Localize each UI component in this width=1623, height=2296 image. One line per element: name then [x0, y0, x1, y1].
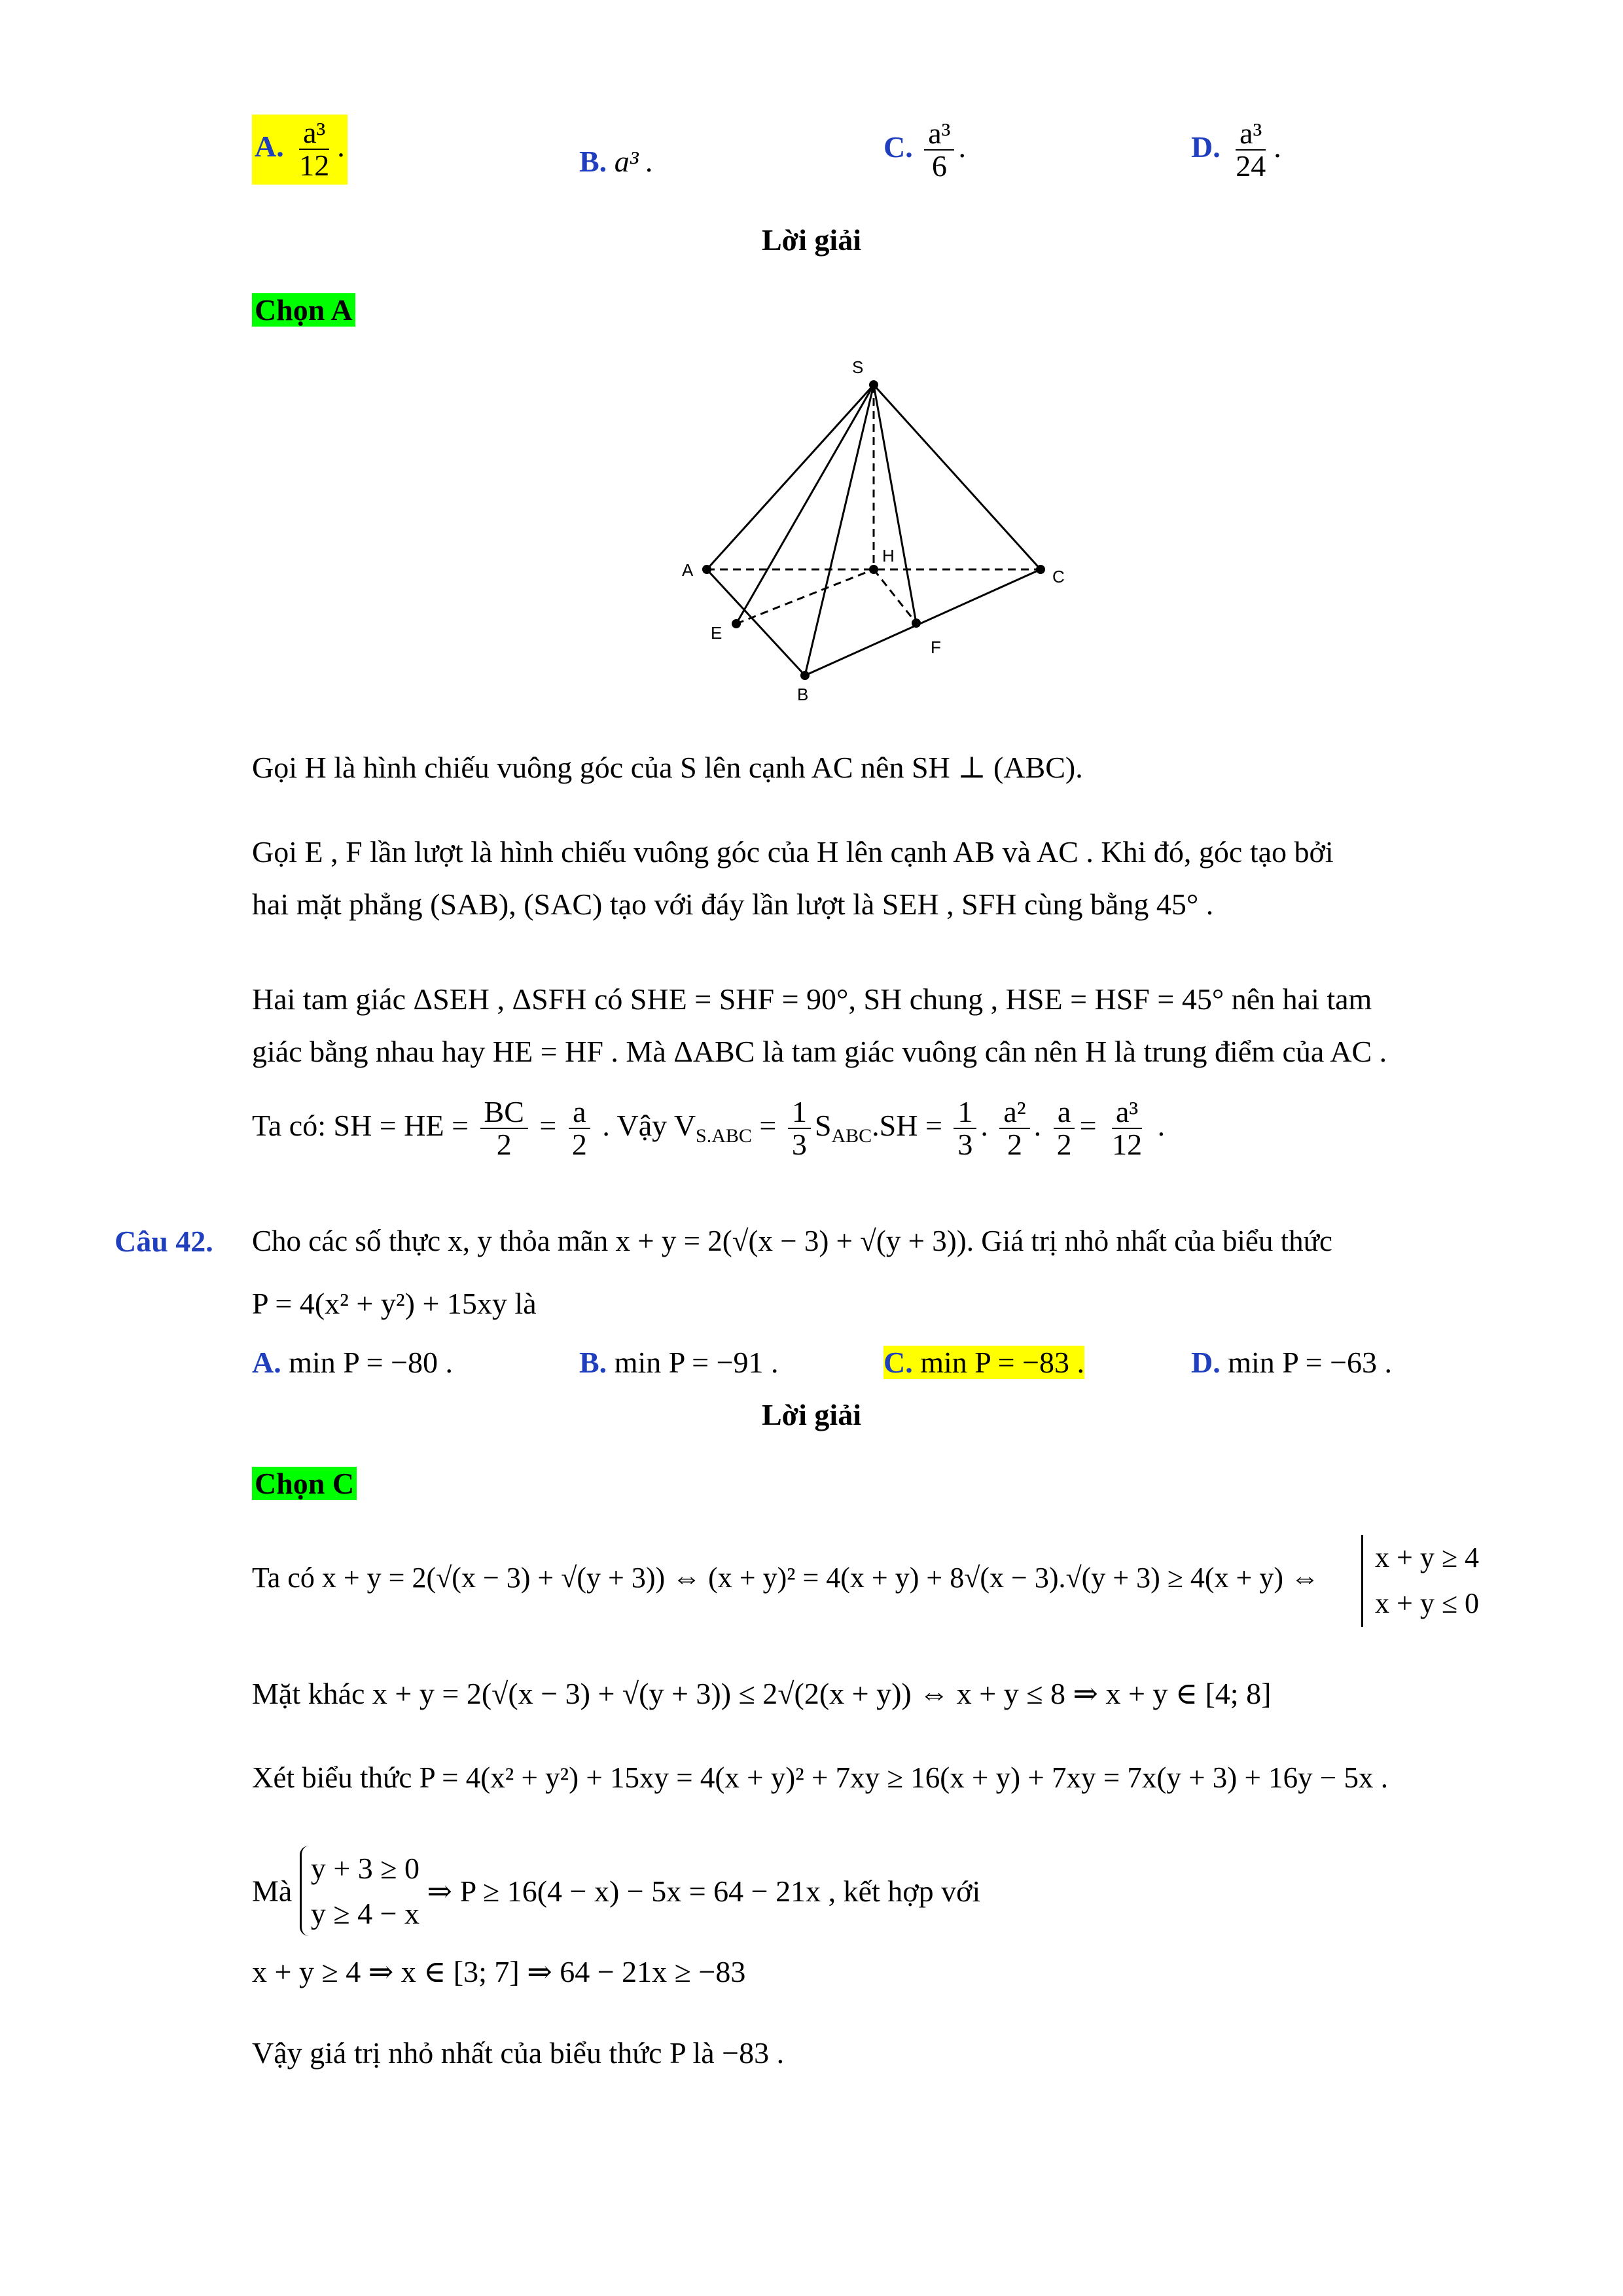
q42-stem-1: Cho các số thực x, y thỏa mãn x + y = 2(√(x − 3) + √(y + 3)). Giá trị nhỏ nhất của biểu thức: [252, 1225, 1332, 1257]
q41-option-a-fraction: $\frac{\text{a³}}{12}$: [299, 116, 330, 183]
edge-sc: [874, 385, 1041, 569]
q41-choice-badge: Chọn A: [252, 293, 355, 327]
label-e: E: [711, 623, 722, 643]
label-f: F: [931, 637, 941, 657]
point-f: [912, 619, 921, 628]
q41-option-d: D. $\frac{\text{a³}}{24}$ .: [1191, 117, 1281, 183]
q41-para-2b: hai mặt phẳng (SAB), (SAC) tạo với đáy lần lượt là SEH , SFH cùng bằng 45° .: [252, 888, 1214, 921]
point-e: [732, 619, 741, 628]
q42-step-2: Mặt khác x + y = 2(√(x − 3) + √(y + 3)) ≤ 2√(2(x + y)) ⇔ x + y ≤ 8 ⇒ x + y ∈ [4; 8]: [252, 1677, 1272, 1710]
q42-stem-2: P = 4(x² + y²) + 15xy là: [252, 1287, 537, 1320]
q42-choice-badge: Chọn C: [252, 1466, 357, 1501]
q42-step-5: x + y ≥ 4 ⇒ x ∈ [3; 7] ⇒ 64 − 21x ≥ −83: [252, 1955, 746, 1988]
point-b: [800, 671, 810, 680]
q41-option-a-label: A.: [255, 129, 284, 163]
point-c: [1036, 565, 1045, 574]
label-s: S: [852, 357, 864, 377]
q41-para-3b: giác bằng nhau hay HE = HF . Mà ΔABC là tam giác vuông cân nên H là trung điểm của AC .: [252, 1035, 1387, 1068]
pyramid-figure: [674, 353, 1080, 707]
point-h: [869, 565, 878, 574]
q41-solution-title: Lời giải: [762, 223, 861, 257]
q42-option-d: D. min P = −63 .: [1191, 1346, 1393, 1379]
point-s: [869, 380, 878, 389]
label-a: A: [682, 560, 694, 580]
q42-step-4: Mà y + 3 ≥ 0 y ≥ 4 − x ⇒ P ≥ 16(4 − x) − 5x = 64 − 21x , kết hợp với: [252, 1846, 980, 1936]
q41-option-b: B. a³ .: [579, 145, 654, 178]
edge-se: [736, 385, 874, 624]
q42-step-1-cases: x + y ≥ 4 x + y ≤ 0: [1361, 1535, 1479, 1627]
edge-sa: [707, 385, 874, 569]
edge-sf: [874, 385, 916, 623]
edge-sb: [805, 385, 874, 675]
edge-eh: [736, 569, 874, 624]
label-h: H: [882, 546, 895, 565]
edge-bc: [805, 569, 1041, 675]
label-c: C: [1052, 567, 1065, 586]
point-a: [702, 565, 711, 574]
q42-solution-title: Lời giải: [762, 1398, 861, 1431]
q41-para-3a: Hai tam giác ΔSEH , ΔSFH có SHE = SHF = 90°, SH chung , HSE = HSF = 45° nên hai tam: [252, 982, 1372, 1016]
q42-step-6: Vậy giá trị nhỏ nhất của biểu thức P là −83 .: [252, 2036, 785, 2070]
q41-para-2a: Gọi E , F lần lượt là hình chiếu vuông góc của H lên cạnh AB và AC . Khi đó, góc tạo bởi: [252, 835, 1334, 869]
q41-option-d-fraction: $\frac{\text{a³}}{24}$: [1236, 117, 1266, 183]
q41-option-c-fraction: $\frac{\text{a³}}{6}$: [924, 118, 954, 183]
q42-option-c: C. min P = −83 .: [883, 1346, 1085, 1379]
label-b: B: [797, 685, 809, 704]
q41-para-4: Ta có: SH = HE = $\frac{BC}{2}$ = $\frac{a}{2}$ . Vậy $V_{S.ABC}$ = $\frac{1}{3}$ $S_{ABC}.SH$ = $\frac{1}{3}$ . $\frac{\text{a²}}{2}$ . $\frac{a}{2}$ = $\frac{\text{a³}}{12}$ .: [252, 1095, 1166, 1162]
q41-para-1: Gọi H là hình chiếu vuông góc của S lên cạnh AC nên SH ⊥ (ABC).: [252, 751, 1083, 784]
q42-option-b: B. min P = −91 .: [579, 1346, 779, 1379]
q42-step-1: Ta có x + y = 2(√(x − 3) + √(y + 3)) ⇔ (x + y)² = 4(x + y) + 8√(x − 3).√(y + 3) ≥ 4(x + y) ⇔: [252, 1562, 1320, 1594]
edge-hf: [874, 569, 916, 623]
q42-option-a: A. min P = −80 .: [252, 1346, 454, 1379]
edge-ab: [707, 569, 805, 675]
q42-number: Câu 42.: [115, 1225, 213, 1258]
q41-option-c: C. $\frac{\text{a³}}{6}$ .: [883, 117, 966, 183]
q41-option-a: A. $\frac{\text{a³}}{12}$ .: [252, 115, 348, 185]
q42-step-3: Xét biểu thức P = 4(x² + y²) + 15xy = 4(x + y)² + 7xy ≥ 16(x + y) + 7xy = 7x(y + 3) + 16y − 5x .: [252, 1761, 1389, 1794]
